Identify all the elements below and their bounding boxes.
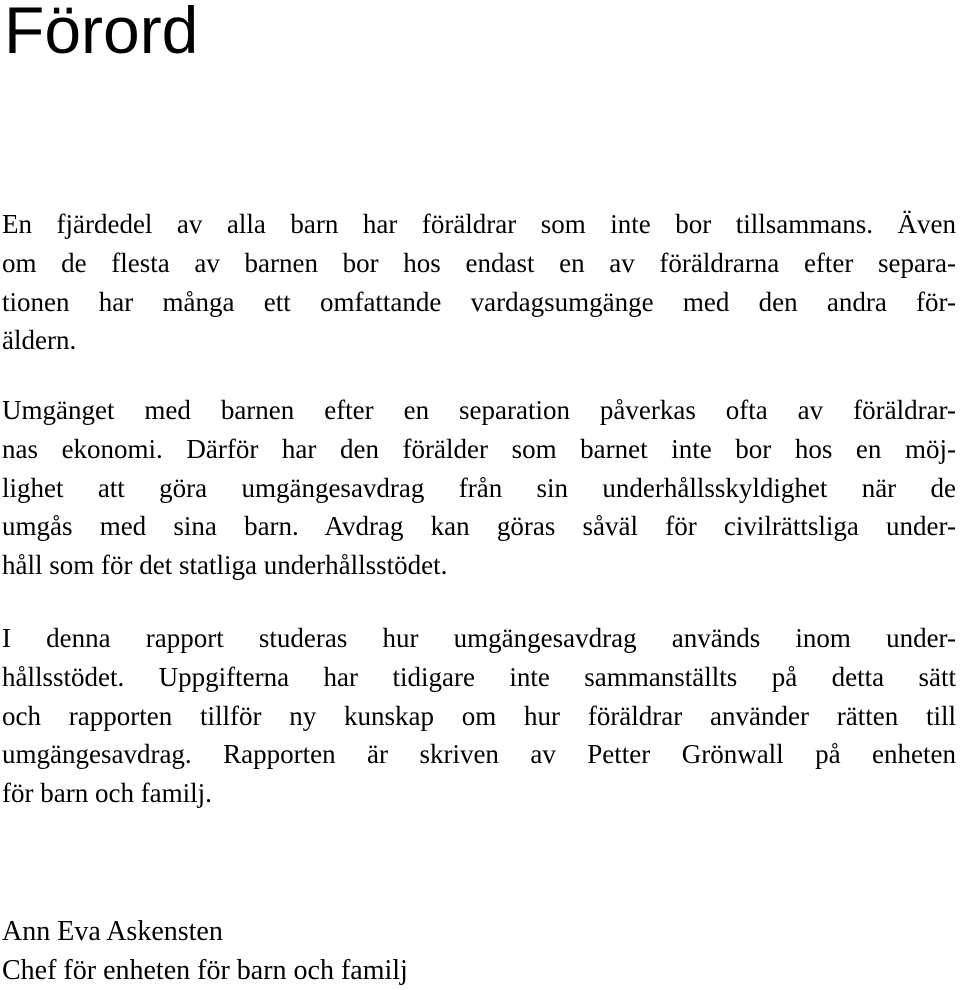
signature-block <box>2 912 408 990</box>
text-line: hållsstödet. Uppgifterna har tidigare inte sammanställts på detta sätt <box>2 661 956 692</box>
text-line: lighet att göra umgängesavdrag från sin underhållsskyldighet när de <box>2 472 956 503</box>
text-line: nas ekonomi. Därför har den förälder som barnet inte bor hos en möj- <box>2 433 956 464</box>
text-line: I denna rapport studeras hur umgängesavdrag används inom under- <box>2 623 956 653</box>
text-line: tionen har många ett omfattande vardagsumgänge med den andra för- <box>2 286 956 317</box>
text-line: och rapporten tillför ny kunskap om hur föräldrar använder rätten till <box>2 700 956 731</box>
paragraph-intro <box>2 205 956 360</box>
text-line: umgängesavdrag. Rapporten är skriven av Petter Grönwall på enheten <box>2 739 956 770</box>
text-line: för barn och familj. <box>2 778 212 809</box>
text-line: om de flesta av barnen bor hos endast en av föräldrarna efter separa- <box>2 247 956 278</box>
text-line: håll som för det statliga underhållsstödet. <box>2 550 448 581</box>
text-line: En fjärdedel av alla barn har föräldrar som inte bor tillsammans. Även <box>2 209 956 239</box>
text-line: äldern. <box>2 325 77 356</box>
text-line: umgås med sina barn. Avdrag kan göras såväl för civilrättsliga under- <box>2 511 956 542</box>
paragraph-report <box>2 619 956 813</box>
page-title: Förord <box>4 0 199 67</box>
signature-role: Chef för enheten för barn och familj <box>2 955 408 986</box>
text-line: Umgänget med barnen efter en separation påverkas ofta av föräldrar- <box>2 395 956 425</box>
signature-name: Ann Eva Askensten <box>2 916 223 947</box>
paragraph-economy <box>2 391 956 585</box>
